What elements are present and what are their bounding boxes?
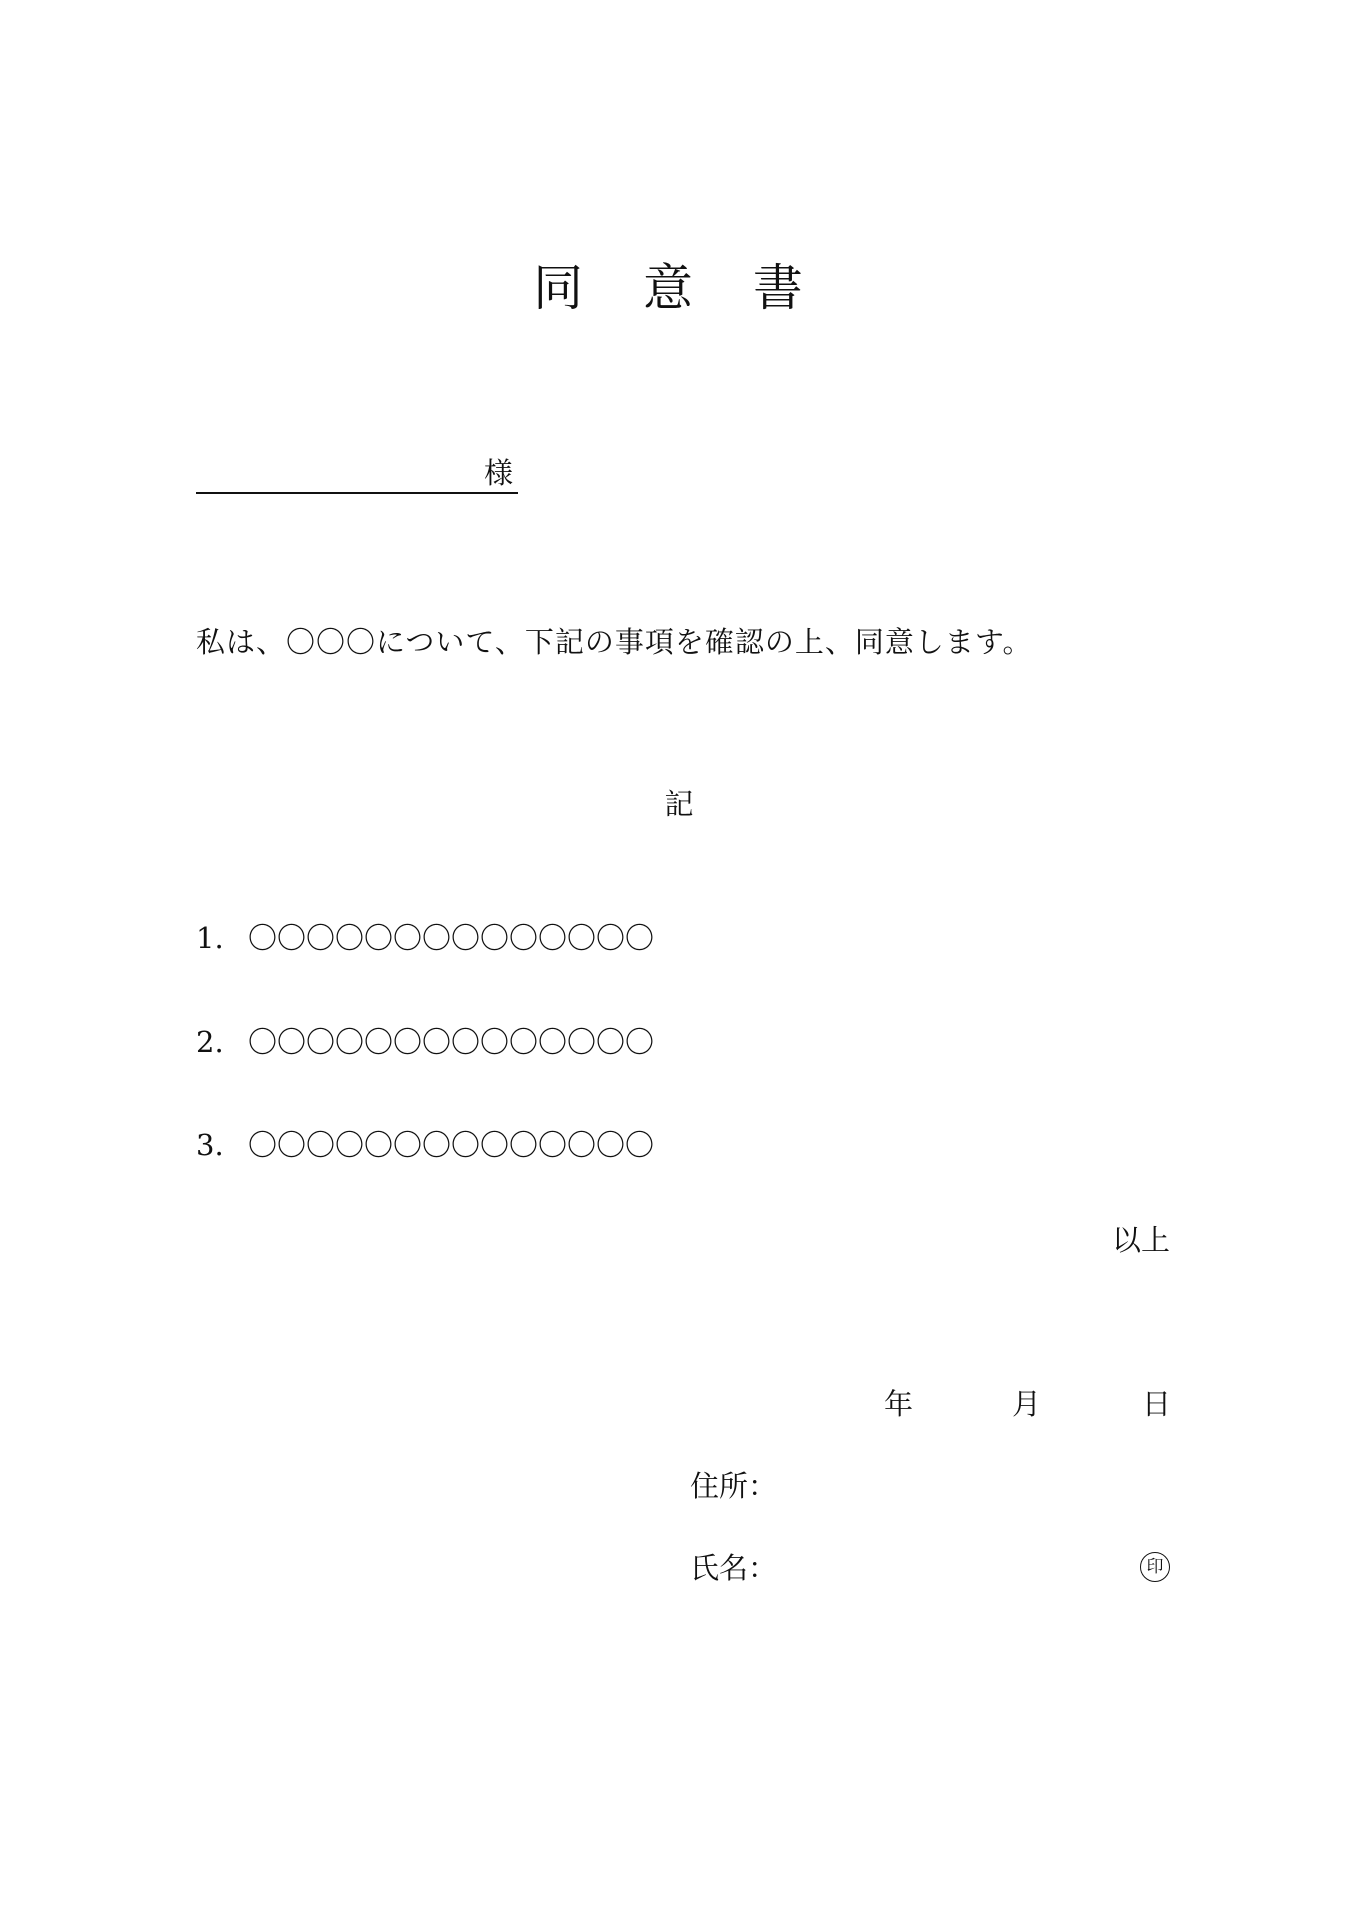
item-number: 3. — [196, 1128, 224, 1162]
date-year-label: 年 — [884, 1387, 914, 1421]
item-number: 2. — [196, 1025, 224, 1059]
consent-statement: 私は、〇〇〇について、下記の事項を確認の上、同意します。 — [196, 625, 1033, 659]
item-text: 〇〇〇〇〇〇〇〇〇〇〇〇〇〇 — [248, 1128, 655, 1162]
addressee-honorific: 様 — [484, 456, 514, 490]
address-label: 住所： — [690, 1469, 778, 1503]
addressee-underline — [196, 492, 518, 494]
item-number: 1. — [196, 921, 224, 955]
item-text: 〇〇〇〇〇〇〇〇〇〇〇〇〇〇 — [248, 921, 655, 955]
list-item — [196, 1024, 654, 1060]
document-title: 同 意 書 — [533, 259, 825, 317]
seal-mark-icon: 印 — [1140, 1552, 1170, 1582]
list-item — [196, 1127, 654, 1163]
date-month-label: 月 — [1012, 1387, 1042, 1421]
ki-heading: 記 — [664, 787, 694, 821]
list-item — [196, 920, 654, 956]
closing-text: 以上 — [1111, 1223, 1170, 1257]
name-label: 氏名： — [690, 1551, 778, 1585]
item-text: 〇〇〇〇〇〇〇〇〇〇〇〇〇〇 — [248, 1025, 655, 1059]
date-day-label: 日 — [1142, 1387, 1172, 1421]
